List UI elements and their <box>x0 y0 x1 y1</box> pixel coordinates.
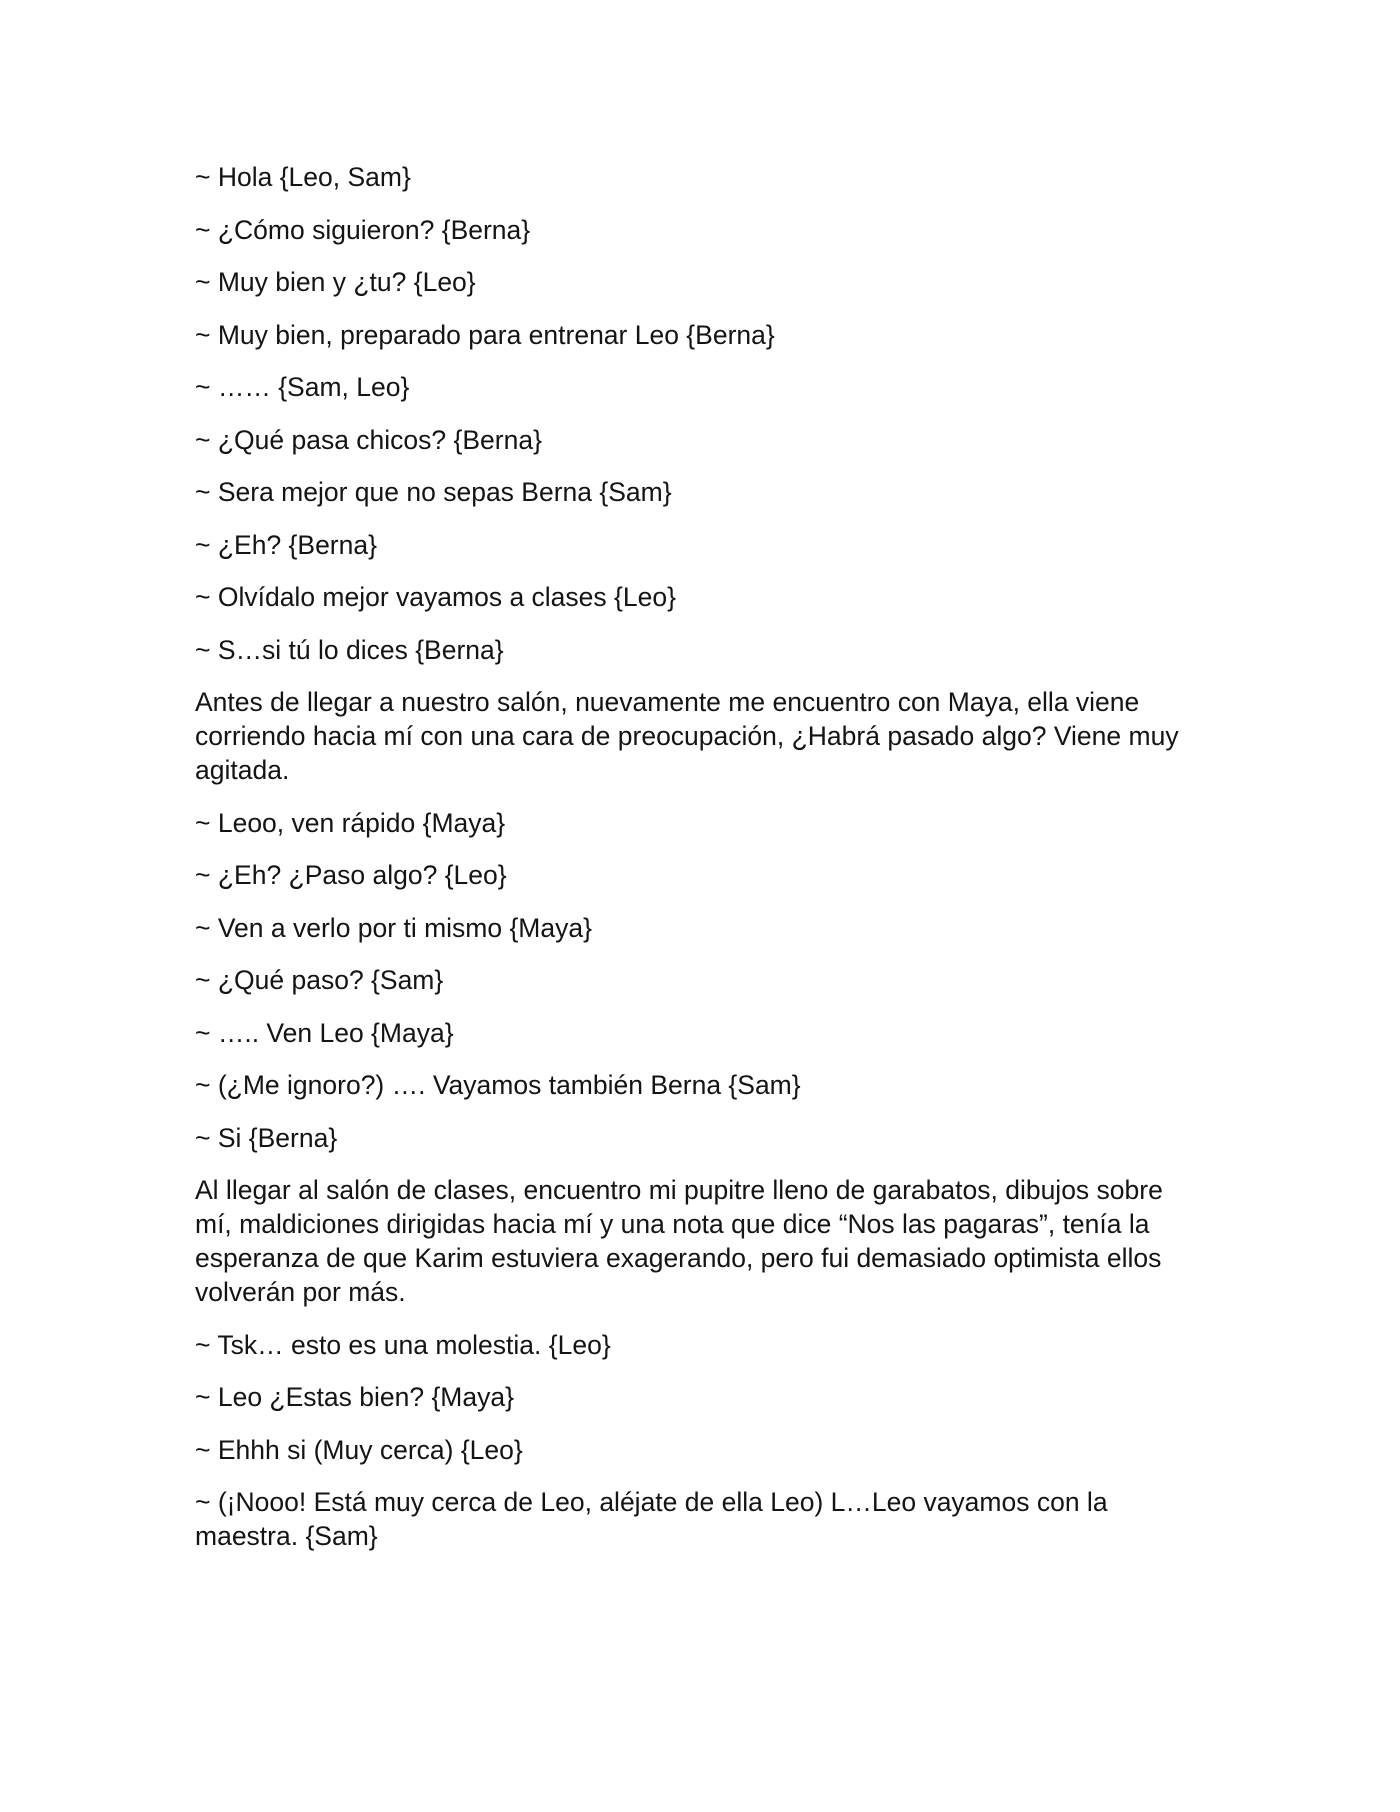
dialogue-line: ~ Hola {Leo, Sam} <box>195 162 411 192</box>
dialogue-line: ~ Sera mejor que no sepas Berna {Sam} <box>195 477 672 507</box>
dialogue-line: ~ ¿Eh? ¿Paso algo? {Leo} <box>195 860 507 890</box>
dialogue-line: ~ Tsk… esto es una molestia. {Leo} <box>195 1329 611 1360</box>
dialogue-line: ~ Si {Berna} <box>195 1122 338 1153</box>
dialogue-line: ~ Olvídalo mejor vayamos a clases {Leo} <box>195 582 676 612</box>
narrative-paragraph: Al llegar al salón de clases, encuentro mi pupitre lleno de garabatos, dibujos sobre mí, maldiciones dirigidas hacia mí y una nota que dice “Nos las pagaras”, tenía la esperanza de que Karim estuviera exagerando, pero fui demasiado optimista ellos volverán por más. <box>195 1175 1163 1307</box>
dialogue-line: ~ ¿Cómo siguieron? {Berna} <box>195 214 531 245</box>
dialogue-line: ~ (¡Nooo! Está muy cerca de Leo, aléjate de ella Leo) L…Leo vayamos con la maestra. {Sam} <box>195 1487 1108 1551</box>
dialogue-line: ~ (¿Me ignoro?) …. Vayamos también Berna {Sam} <box>195 1070 801 1100</box>
dialogue-line: ~ ¿Eh? {Berna} <box>195 529 377 560</box>
narrative-paragraph: Antes de llegar a nuestro salón, nuevamente me encuentro con Maya, ella viene corriendo hacia mí con una cara de preocupación, ¿Habrá pasado algo? Viene muy agitada. <box>195 687 1179 785</box>
dialogue-line: ~ Leoo, ven rápido {Maya} <box>195 807 506 838</box>
dialogue-line: ~ S…si tú lo dices {Berna} <box>195 634 504 665</box>
dialogue-line: ~ Ehhh si (Muy cerca) {Leo} <box>195 1434 523 1465</box>
dialogue-line: ~ …… {Sam, Leo} <box>195 372 410 402</box>
dialogue-line: ~ ….. Ven Leo {Maya} <box>195 1017 454 1048</box>
dialogue-line: ~ Ven a verlo por ti mismo {Maya} <box>195 912 592 943</box>
document-body <box>195 160 1205 1572</box>
dialogue-line: ~ Leo ¿Estas bien? {Maya} <box>195 1382 514 1412</box>
dialogue-line: ~ Muy bien y ¿tu? {Leo} <box>195 267 476 297</box>
dialogue-line: ~ ¿Qué paso? {Sam} <box>195 965 444 995</box>
dialogue-line: ~ ¿Qué pasa chicos? {Berna} <box>195 424 542 455</box>
dialogue-line: ~ Muy bien, preparado para entrenar Leo {Berna} <box>195 319 775 350</box>
